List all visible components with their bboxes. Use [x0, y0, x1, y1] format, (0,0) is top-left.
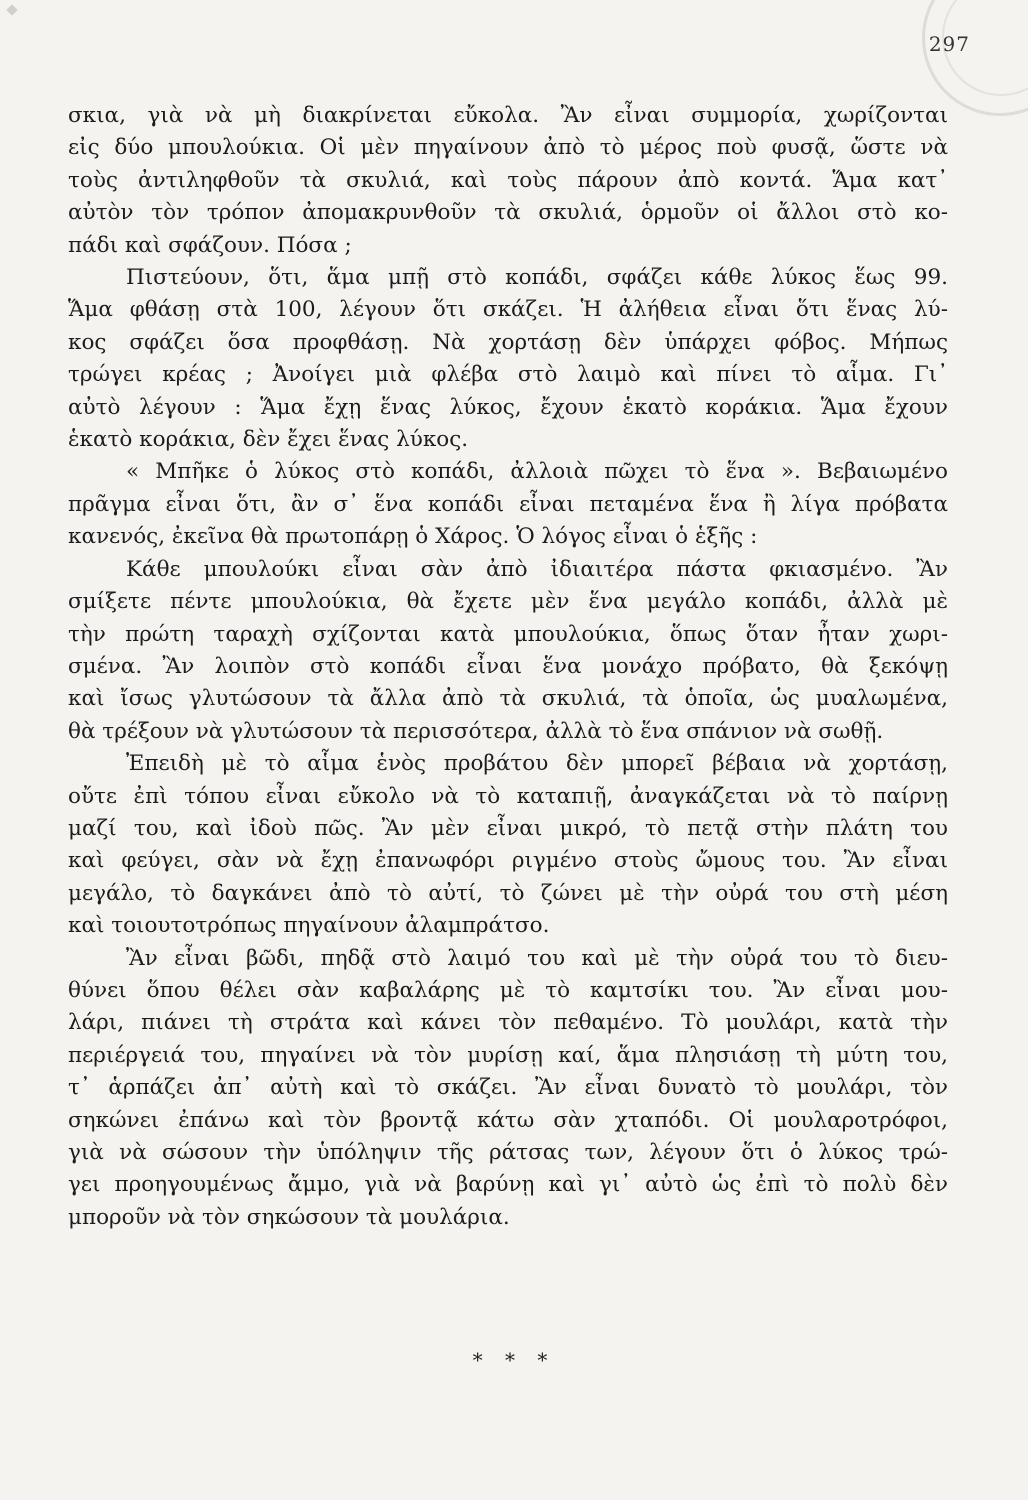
text-line: οὔτε ἐπὶ τόπου εἶναι εὔκολο νὰ τὸ καταπιῇ, ἀναγκάζεται νὰ τὸ παίρνῃ [68, 783, 948, 809]
text-line: κος σφάζει ὅσα προφθάσῃ. Νὰ χορτάσῃ δὲν ὑπάρχει φόβος. Μήπως [68, 329, 948, 355]
text-line: Ἂν εἶναι βῶδι, πηδᾷ στὸ λαιμό του καὶ μὲ τὴν οὐρά του τὸ διευ- [126, 945, 948, 971]
text-line: μαζί του, καὶ ἰδοὺ πῶς. Ἂν μὲν εἶναι μικρό, τὸ πετᾷ στὴν πλάτη του [68, 815, 948, 841]
text-line: καὶ τοιουτοτρόπως πηγαίνουν ἀλαμπράτσο. [68, 913, 550, 939]
text-line: τοὺς ἀντιληφθοῦν τὰ σκυλιά, καὶ τοὺς πάρουν ἀπὸ κοντά. Ἅμα κατ᾿ [68, 167, 948, 193]
text-line: καὶ ἴσως γλυτώσουν τὰ ἄλλα ἀπὸ τὰ σκυλιά, τὰ ὁποῖα, ὡς μυαλωμένα, [68, 686, 948, 712]
text-line: σμίξετε πέντε μπουλούκια, θὰ ἔχετε μὲν ἕνα μεγάλο κοπάδι, ἀλλὰ μὲ [68, 589, 948, 615]
text-line: ἑκατὸ κοράκια, δὲν ἔχει ἕνας λύκος. [68, 427, 469, 453]
text-line: Κάθε μπουλούκι εἶναι σὰν ἀπὸ ἰδιαιτέρα πάστα φκιασμένο. Ἂν [126, 556, 948, 582]
text-line: μποροῦν νὰ τὸν σηκώσουν τὰ μουλάρια. [68, 1204, 510, 1230]
scan-edge-mark [6, 4, 17, 15]
text-line: πάδι καὶ σφάζουν. Πόσα ; [68, 232, 352, 258]
text-line: « Μπῆκε ὁ λύκος στὸ κοπάδι, ἀλλοιὰ πῶχει τὸ ἕνα ». Βεβαιωμένο [126, 459, 948, 485]
text-line: κανενός, ἐκεῖνα θὰ πρωτοπάρῃ ὁ Χάρος. Ὁ λόγος εἶναι ὁ ἑξῆς : [68, 524, 758, 550]
text-line: Πιστεύουν, ὅτι, ἅμα μπῇ στὸ κοπάδι, σφάζει κάθε λύκος ἕως 99. [126, 265, 948, 291]
text-line: γει προηγουμένως ἄμμο, γιὰ νὰ βαρύνῃ καὶ γι᾿ αὐτὸ ὡς ἐπὶ τὸ πολὺ δὲν [68, 1172, 948, 1198]
page-number: 297 [928, 32, 970, 56]
text-line: θὰ τρέξουν νὰ γλυτώσουν τὰ περισσότερα, ἀλλὰ τὸ ἕνα σπάνιον νὰ σωθῇ. [68, 718, 884, 744]
text-line: τ᾿ ἁρπάζει ἀπ᾿ αὐτὴ καὶ τὸ σκάζει. Ἂν εἶναι δυνατὸ τὸ μουλάρι, τὸν [68, 1075, 948, 1101]
body-text [68, 100, 948, 1234]
text-line: γιὰ νὰ σώσουν τὴν ὑπόληψιν τῆς ράτσας των, λέγουν ὅτι ὁ λύκος τρώ- [68, 1140, 948, 1165]
text-line: Ἐπειδὴ μὲ τὸ αἷμα ἑνὸς προβάτου δὲν μπορεῖ βέβαια νὰ χορτάσῃ, [126, 751, 948, 777]
text-line: εἰς δύο μπουλούκια. Οἱ μὲν πηγαίνουν ἀπὸ τὸ μέρος ποὺ φυσᾷ, ὥστε νὰ [68, 135, 948, 161]
text-line: μεγάλο, τὸ δαγκάνει ἀπὸ τὸ αὐτί, τὸ ζώνει μὲ τὴν οὐρά του στὴ μέση [68, 880, 948, 906]
section-separator: * * * [472, 1348, 556, 1372]
text-line: σηκώνει ἐπάνω καὶ τὸν βροντᾷ κάτω σὰν χταπόδι. Οἱ μουλαροτρόφοι, [68, 1107, 948, 1133]
text-line: θύνει ὅπου θέλει σὰν καβαλάρης μὲ τὸ καμτσίκι του. Ἂν εἶναι μου- [68, 977, 948, 1003]
text-line: τὴν πρώτη ταραχὴ σχίζονται κατὰ μπουλούκια, ὅπως ὅταν ἦταν χωρι- [68, 621, 948, 647]
text-line: αὐτὸ λέγουν : Ἅμα ἔχῃ ἕνας λύκος, ἔχουν ἑκατὸ κοράκια. Ἅμα ἔχουν [68, 394, 948, 420]
text-line: σμένα. Ἂν λοιπὸν στὸ κοπάδι εἶναι ἕνα μονάχο πρόβατο, θὰ ξεκόψῃ [68, 653, 948, 679]
text-line: περιέργειά του, πηγαίνει νὰ τὸν μυρίσῃ καί, ἅμα πλησιάσῃ τὴ μύτη του, [68, 1042, 948, 1068]
text-line: Ἅμα φθάσῃ στὰ 100, λέγουν ὅτι σκάζει. Ἡ ἀλήθεια εἶναι ὅτι ἕνας λύ- [68, 297, 948, 323]
text-line: καὶ φεύγει, σὰν νὰ ἔχῃ ἐπανωφόρι ριγμένο στοὺς ὤμους του. Ἂν εἶναι [68, 848, 948, 874]
text-line: αὐτὸν τὸν τρόπον ἀπομακρυνθοῦν τὰ σκυλιά, ὁρμοῦν οἱ ἄλλοι στὸ κο- [68, 200, 948, 226]
text-line: σκια, γιὰ νὰ μὴ διακρίνεται εὔκολα. Ἂν εἶναι συμμορία, χωρίζονται [68, 103, 948, 128]
text-line: τρώγει κρέας ; Ἀνοίγει μιὰ φλέβα στὸ λαιμὸ καὶ πίνει τὸ αἷμα. Γι᾿ [68, 362, 948, 388]
text-line: λάρι, πιάνει τὴ στράτα καὶ κάνει τὸν πεθαμένο. Τὸ μουλάρι, κατὰ τὴν [68, 1010, 948, 1036]
text-line: πρᾶγμα εἶναι ὅτι, ἂν σ᾿ ἕνα κοπάδι εἶναι πεταμένα ἕνα ἢ λίγα πρόβατα [68, 491, 948, 517]
